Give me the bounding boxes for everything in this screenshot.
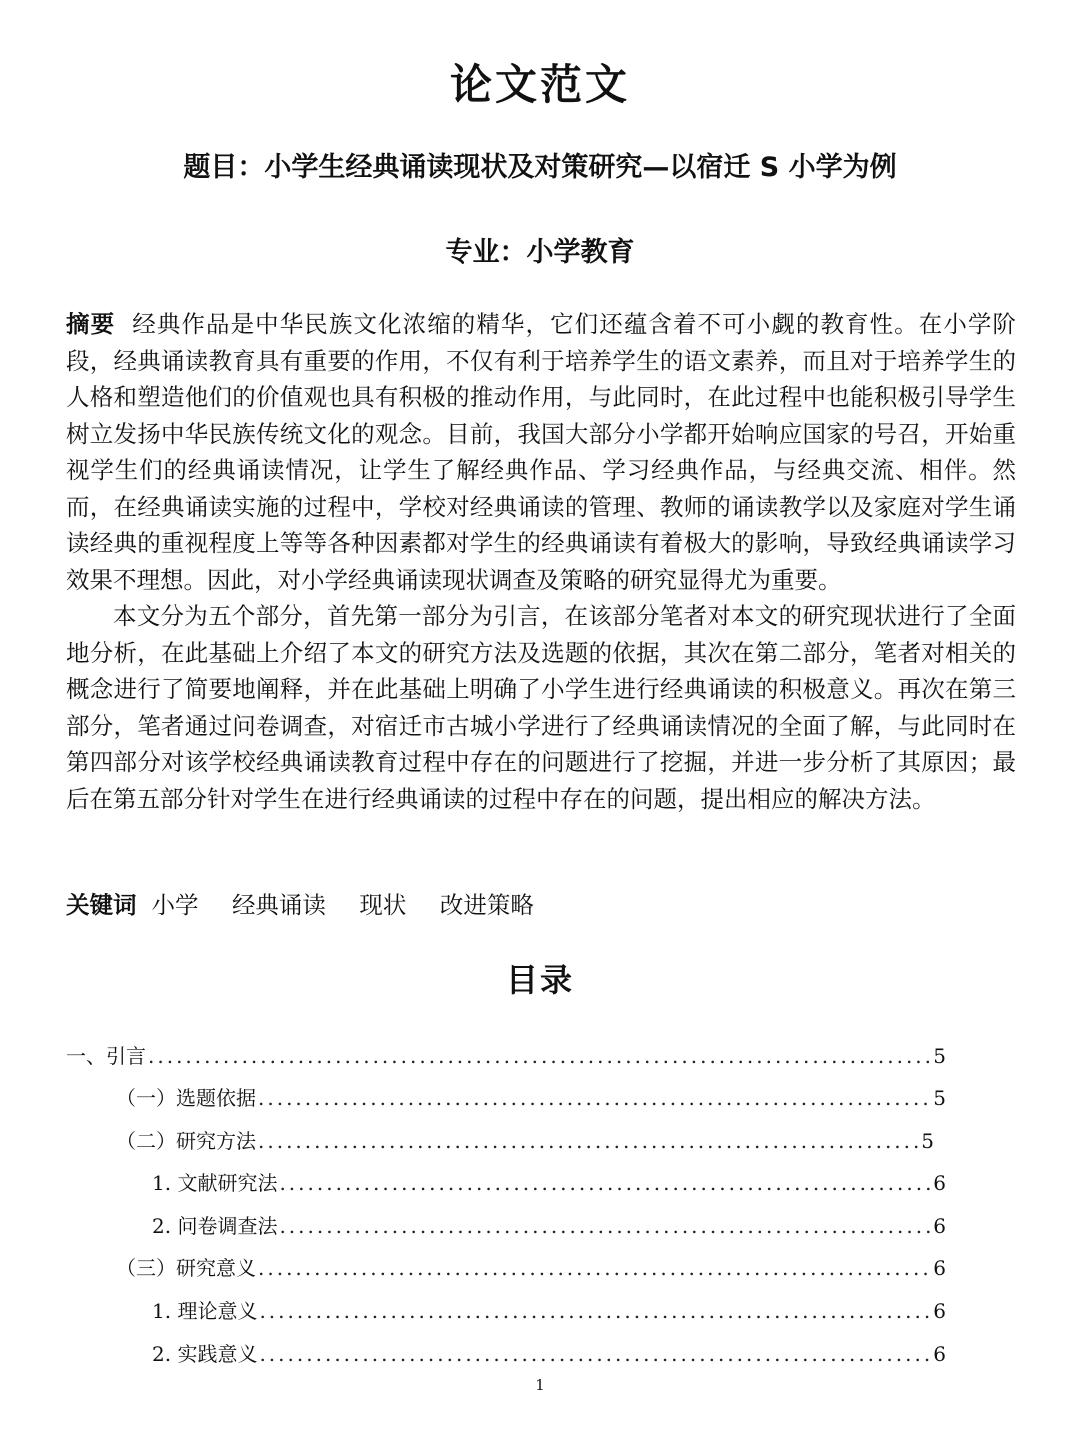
toc-leader-dots [258,1250,931,1286]
abstract-label: 摘要 [66,310,116,338]
page-number: 1 [535,1376,545,1394]
keyword: 小学 [151,891,199,919]
toc-entry-practical-significance[interactable] [152,1336,946,1372]
toc-entry-title: 2. 实践意义 [152,1342,258,1366]
toc-entry-title: （一）选题依据 [116,1086,256,1110]
toc-entry-research-methods[interactable] [116,1123,934,1159]
toc-entry-introduction[interactable] [66,1038,946,1074]
toc-title: 目录 [505,961,574,999]
toc-entry-research-significance[interactable] [116,1250,946,1286]
toc-entry-title: （二）研究方法 [116,1129,256,1153]
abstract-paragraph-1 [66,306,1016,598]
keywords-label: 关键词 [66,891,137,919]
toc-entry-title: 1. 文献研究法 [152,1171,278,1195]
toc-leader-dots [259,1336,931,1372]
toc-entry-topic-basis[interactable] [116,1080,946,1116]
toc-entry-theoretical-significance[interactable] [152,1293,946,1329]
toc-entry-literature-method[interactable] [152,1165,946,1201]
abstract-text-1: 经典作品是中华民族文化浓缩的精华，它们还蕴含着不可小觑的教育性。在小学阶段，经典诵读教育具有重要的作用，不仅有利于培养学生的语文素养，而且对于培养学生的人格和塑造他们的价值观也具有积极的推动作用，与此同时，在此过程中也能积极引导学生树立发扬中华民族传统文化的观念。目前，我国大部分小学都开始响应国家的号召，开始重视学生们的经典诵读情况，让学生了解经典作品、学习经典作品，与经典交流、相伴。然而，在经典诵读实施的过程中，学校对经典诵读的管理、教师的诵读教学以及家庭对学生诵读经典的重视程度上等等各种因素都对学生的经典诵读有着极大的影响，导致经典诵读学习效果不理想。因此，对小学经典诵读现状调查及策略的研究显得尤为重要。 [66,310,1016,594]
toc-entry-page: 5 [933,1044,946,1068]
toc-leader-dots [279,1208,931,1244]
toc-entry-page: 6 [933,1299,946,1323]
abstract-paragraph-2: 本文分为五个部分，首先第一部分为引言，在该部分笔者对本文的研究现状进行了全面地分析，在此基础上介绍了本文的研究方法及选题的依据，其次在第二部分，笔者对相关的概念进行了简要地阐释，并在此基础上明确了小学生进行经典诵读的积极意义。再次在第三部分，笔者通过问卷调查，对宿迁市古城小学进行了经典诵读情况的全面了解，与此同时在第四部分对该学校经典诵读教育过程中存在的问题进行了挖掘，并进一步分析了其原因；最后在第五部分针对学生在进行经典诵读的过程中存在的问题，提出相应的解决方法。 [66,602,1016,813]
toc-entry-title: 1. 理论意义 [152,1299,258,1323]
toc-leader-dots [279,1165,931,1201]
keyword: 现状 [359,891,407,919]
toc-entry-page: 5 [933,1086,946,1110]
thesis-major: 专业：小学教育 [445,237,635,268]
toc-entry-title: 一、引言 [66,1044,146,1068]
toc-leader-dots [258,1123,919,1159]
toc-leader-dots [258,1080,931,1116]
keyword: 经典诵读 [231,891,326,919]
document-title: 论文范文 [449,60,630,109]
toc-entry-page: 6 [933,1171,946,1195]
abstract-section [66,306,1016,817]
keywords-line [66,887,560,923]
toc-entry-questionnaire-method[interactable] [152,1208,946,1244]
toc-entry-page: 5 [921,1129,934,1153]
toc-entry-title: （三）研究意义 [116,1256,256,1280]
toc-leader-dots [148,1038,931,1074]
thesis-topic: 题目：小学生经典诵读现状及对策研究—以宿迁 S 小学为例 [183,152,897,183]
keyword: 改进策略 [439,891,534,919]
toc-entry-page: 6 [933,1214,946,1238]
toc-entry-page: 6 [933,1342,946,1366]
toc-leader-dots [259,1293,931,1329]
toc-entry-title: 2. 问卷调查法 [152,1214,278,1238]
toc-entry-page: 6 [933,1256,946,1280]
